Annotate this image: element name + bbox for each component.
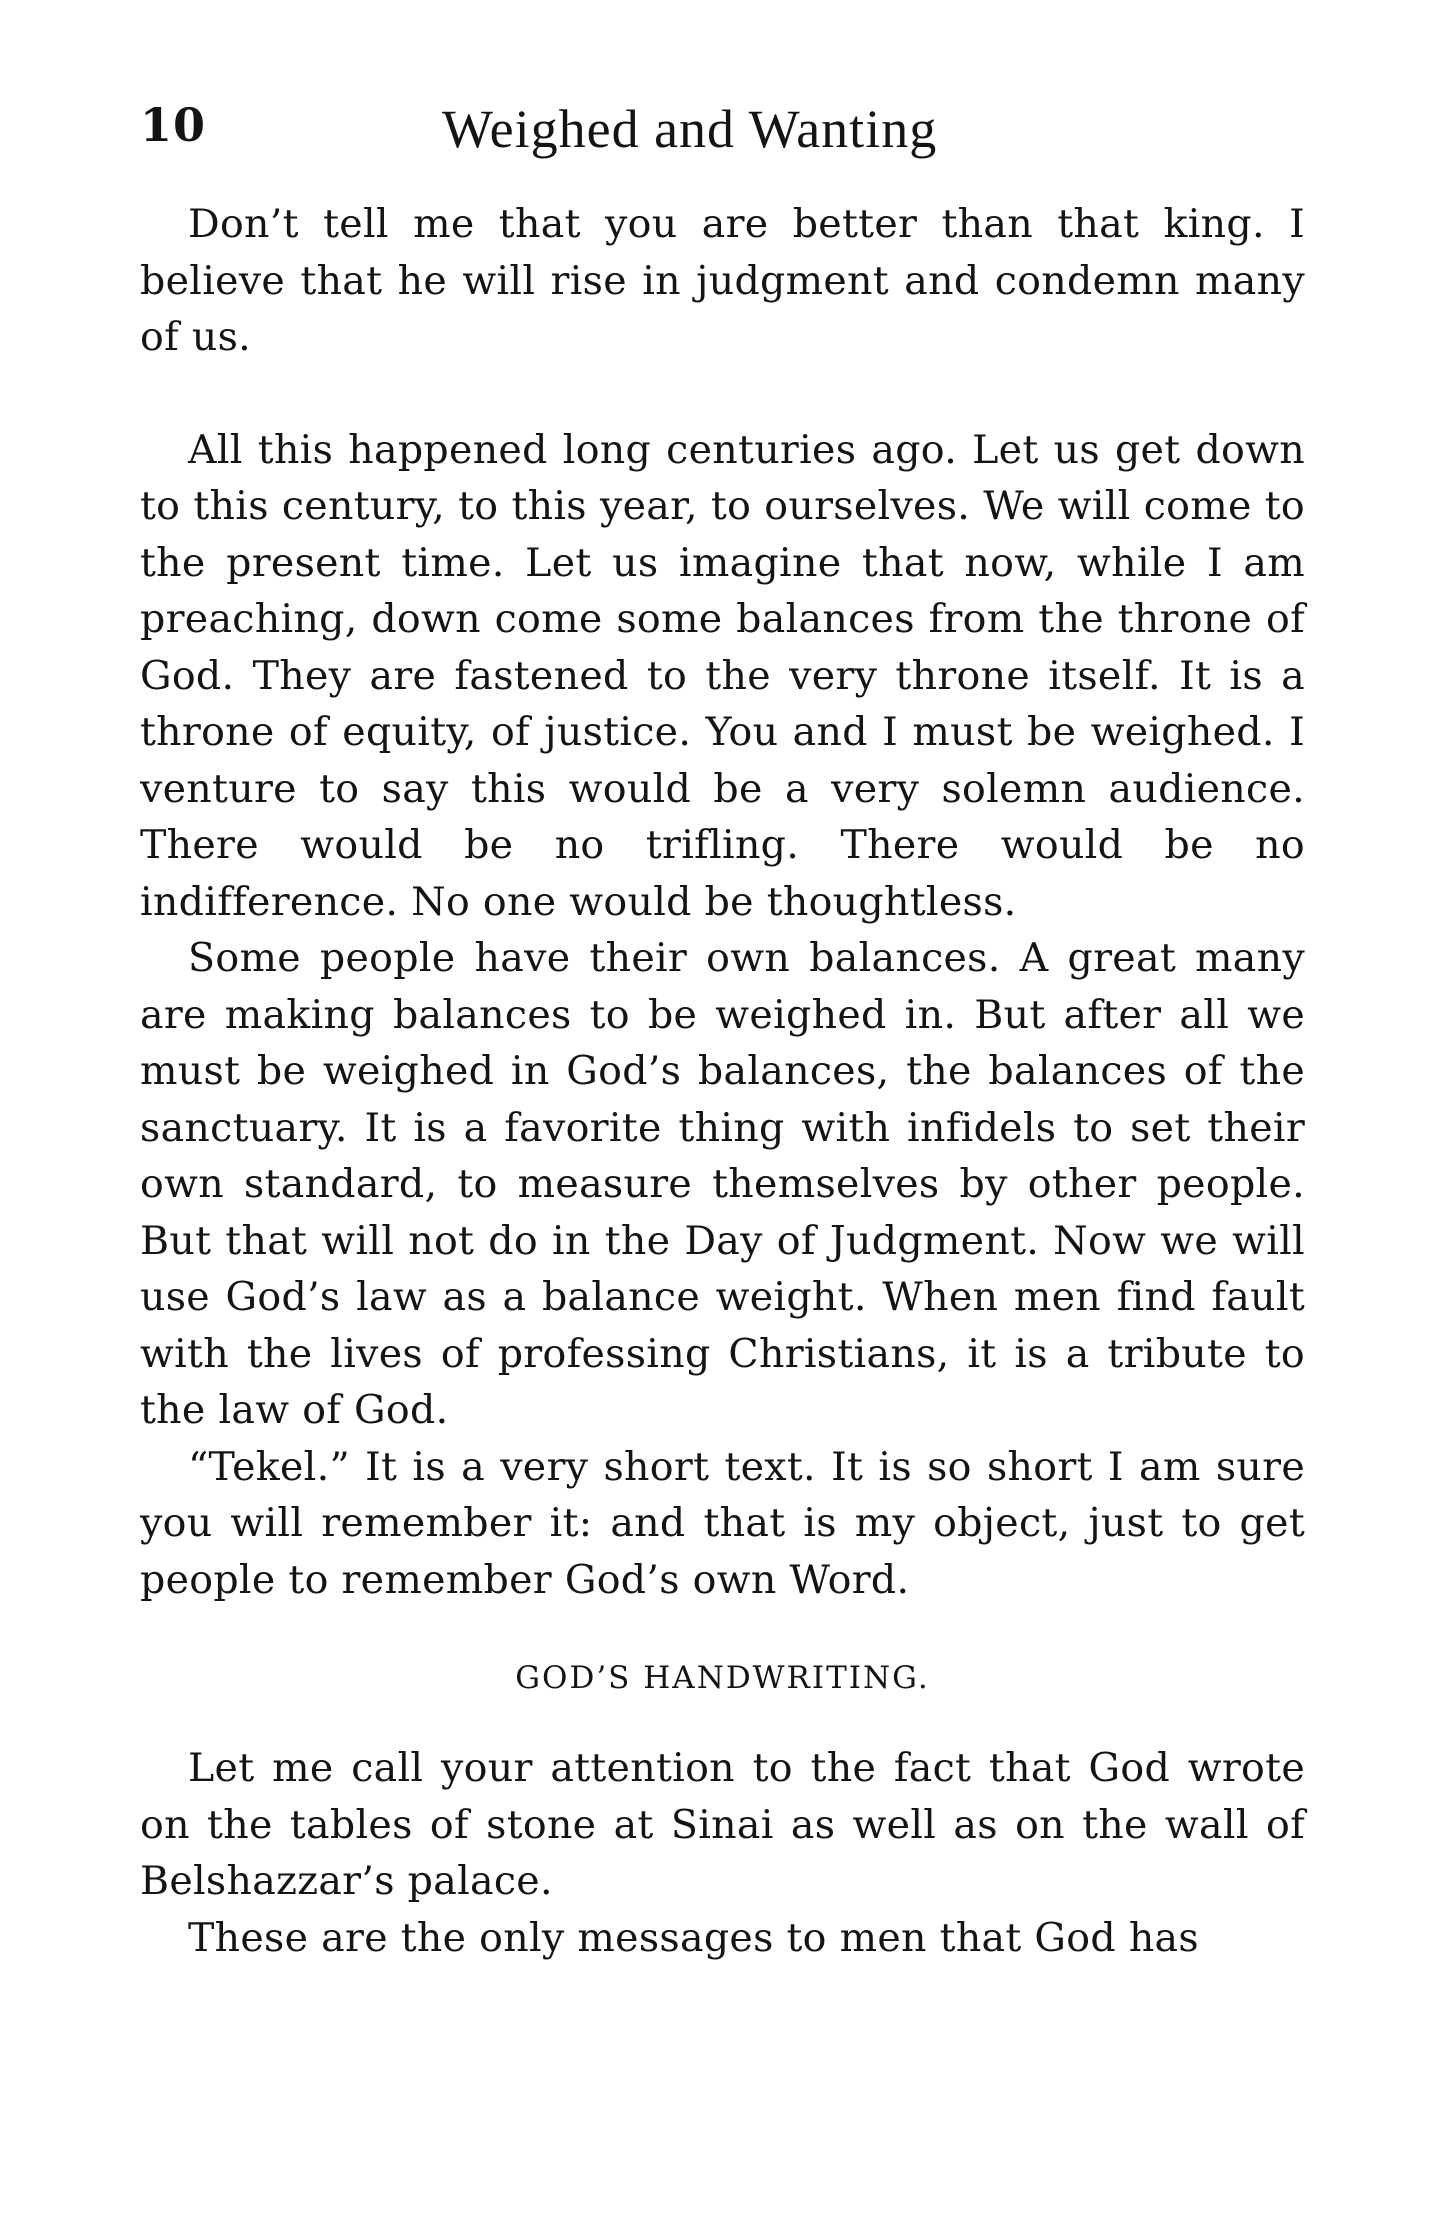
section-heading-text: GOD’S HANDWRITING.: [515, 1660, 930, 1696]
paragraph-only-messages: These are the only messages to men that God has: [188, 1914, 1199, 1961]
paragraph-balances-from-throne: All this happened long centuries ago. Let us get down to this century, to this year, to ourselves. We will come to the present time. Let us imagine that now, while I am preaching, down come some balances from the throne of God. They are fastened to the very throne itself. It is a throne of equity, of justice. You and I must be weighed. I venture to say this would be a very solemn audience. There would be no trifling. There would be no indifference. No one would be thoughtless.: [140, 426, 1305, 925]
section-heading: [140, 1656, 1305, 1700]
paragraph-tables-of-stone: Let me call your attention to the fact that God wrote on the tables of stone at Sinai as well as on the wall of Belshazzar’s palace.: [140, 1745, 1305, 1904]
page-number: 10: [140, 98, 207, 152]
page-header: [140, 98, 1305, 168]
paragraph-tekel: “Tekel.” It is a very short text. It is so short I am sure you will remember it: and that is my object, just to get people to remember God’s own Word.: [140, 1443, 1305, 1603]
paragraph-gods-balances: Some people have their own balances. A great many are making balances to be weighed in. But after all we must be weighed in God’s balances, the balances of the sanctuary. It is a favorite thing with infidels to set their own standard, to measure themselves by other people. But that will not do in the Day of Judgment. Now we will use God’s law as a balance weight. When men find fault with the lives of professing Christians, it is a tribute to the law of God.: [140, 935, 1305, 1433]
running-title: Weighed and Wanting: [442, 99, 938, 159]
page-body: [140, 196, 1305, 1966]
paragraph-king: Don’t tell me that you are better than that king. I believe that he will rise in judgment and condemn many of us.: [140, 201, 1305, 360]
